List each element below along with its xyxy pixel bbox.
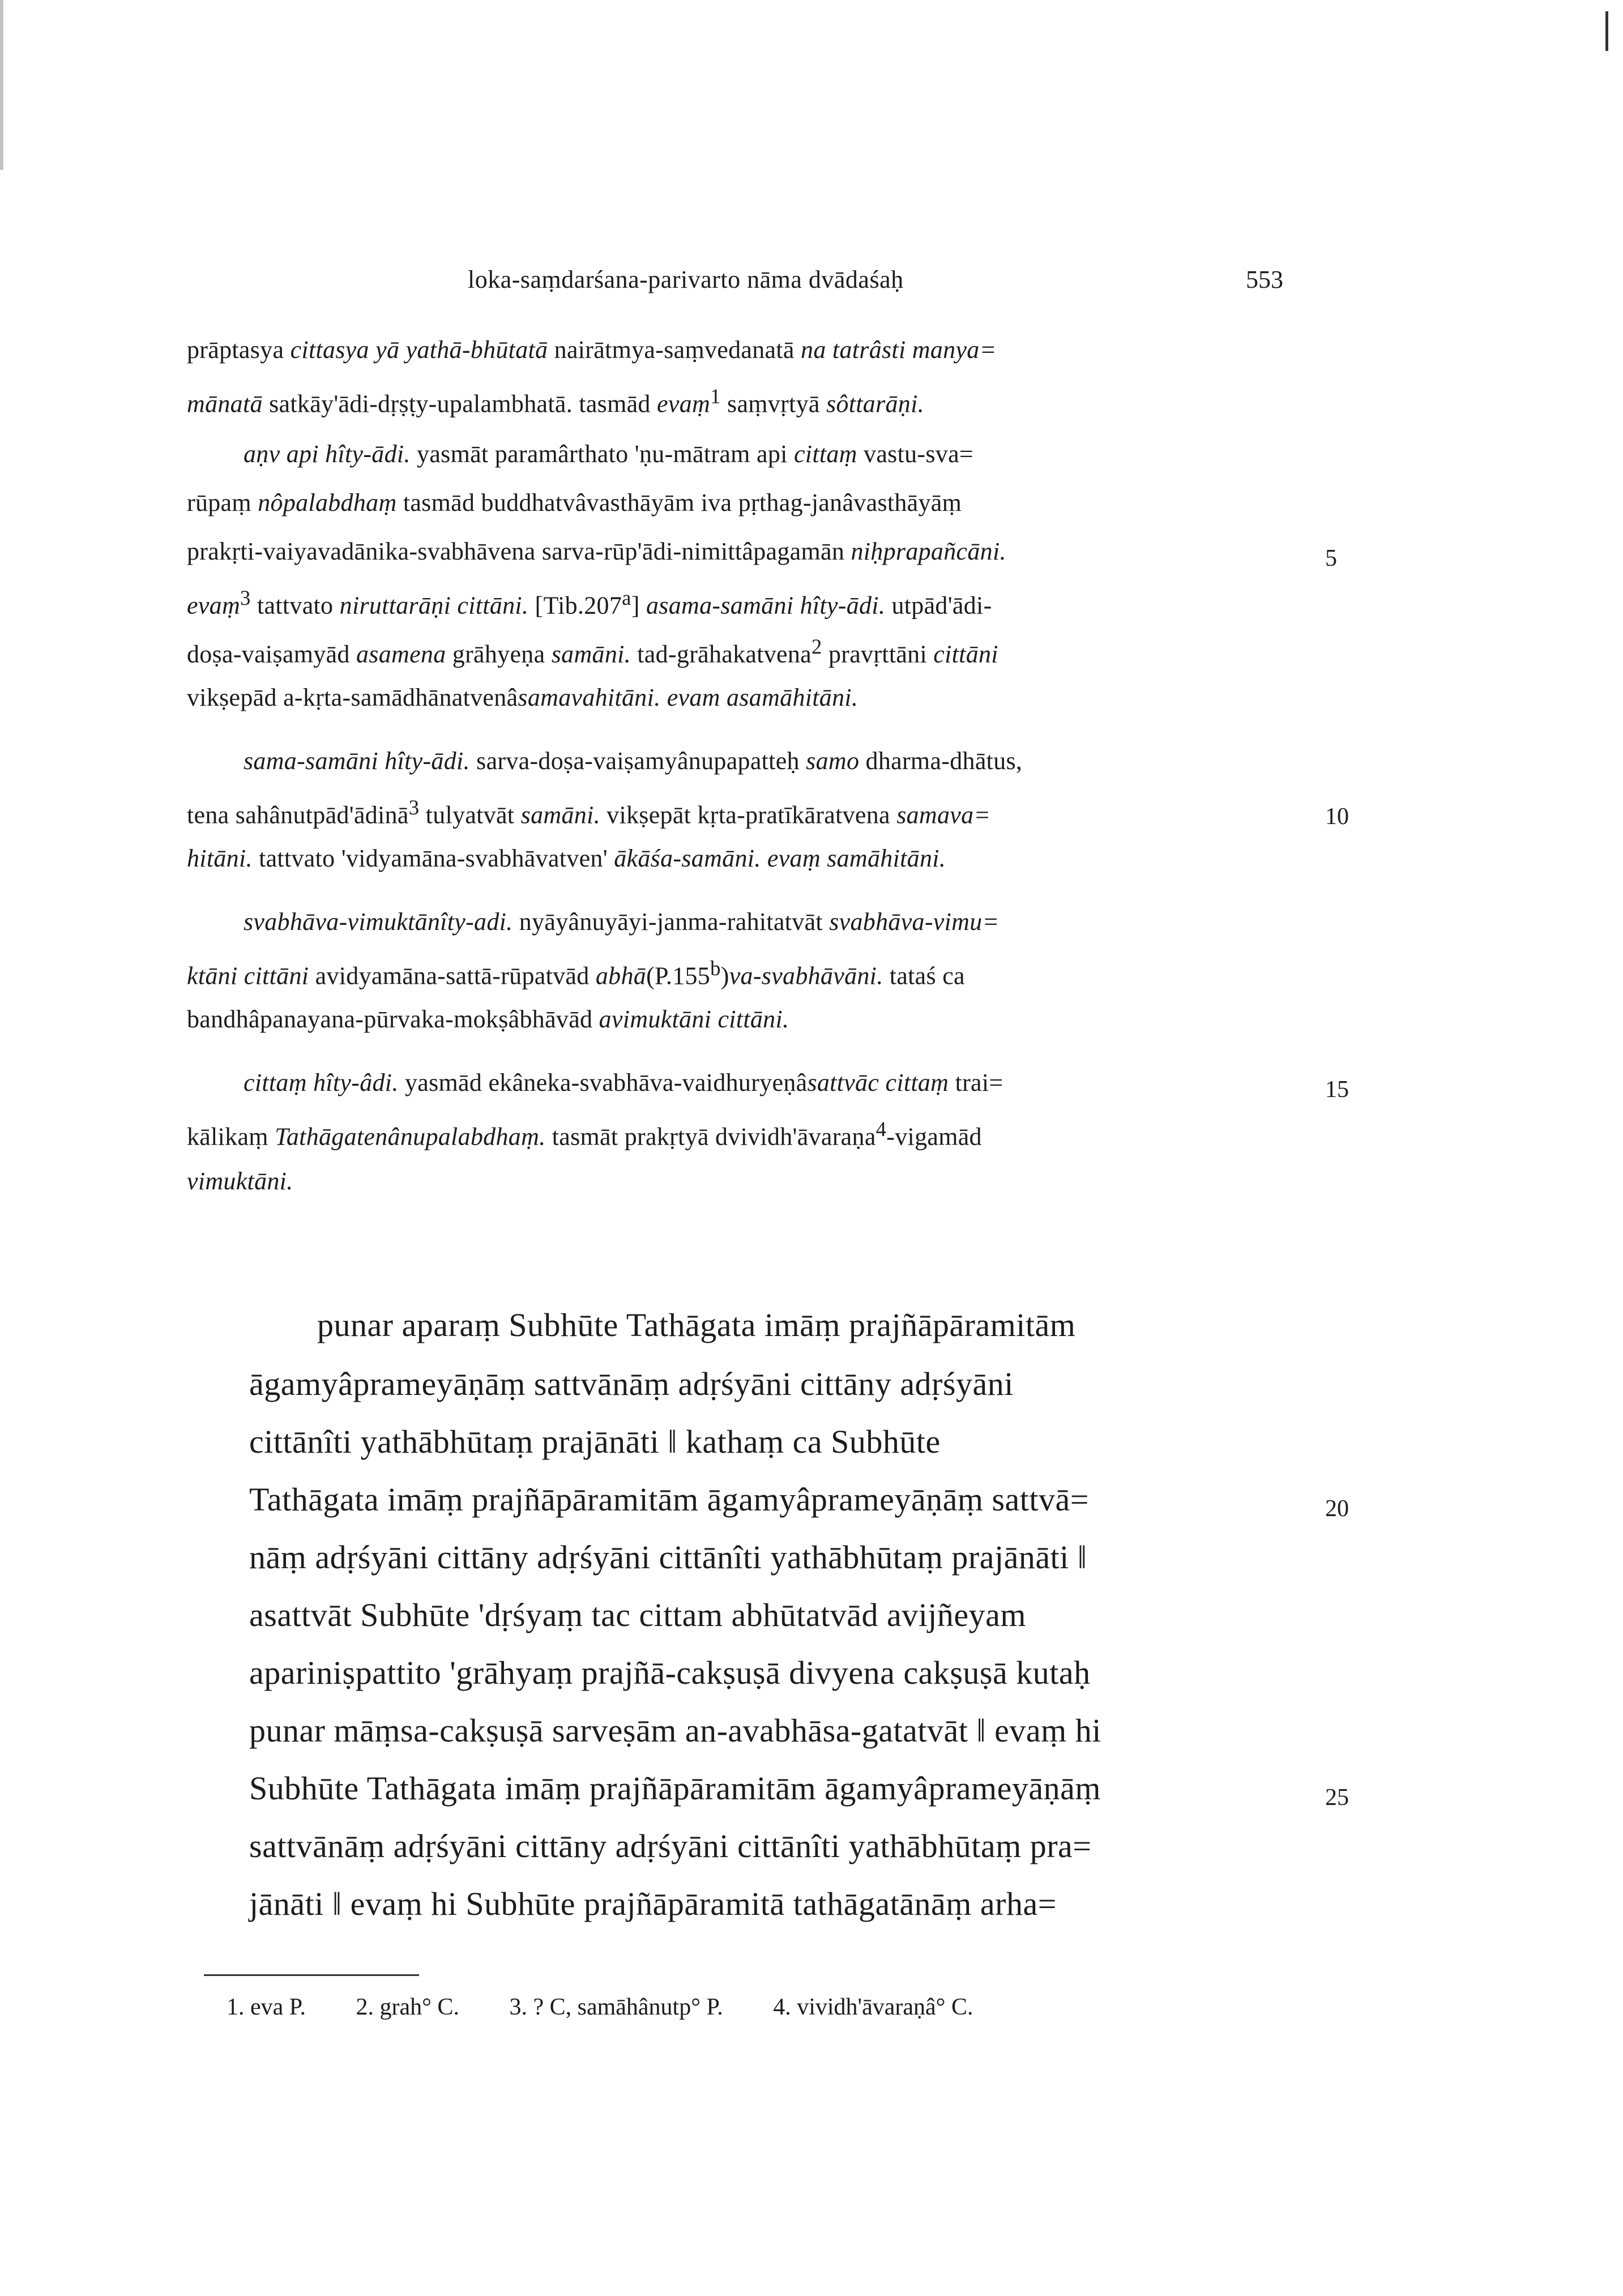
main-text-line: punar māṃsa-cakṣuṣā sarveṣām an-avabhāsa-gatatvāt ‖ evaṃ hi — [249, 1712, 1101, 1749]
commentary-line: vimuktāni. — [187, 1167, 293, 1195]
commentary-line: bandhâpanayana-pūrvaka-mokṣâbhāvād avimuktāni cittāni. — [187, 1005, 789, 1033]
main-text-line: Subhūte Tathāgata imāṃ prajñāpāramitām āgamyâprameyāṇāṃ — [249, 1770, 1101, 1807]
footnote-1: 1. eva P. — [227, 1994, 306, 2020]
footnote-rule — [204, 1974, 419, 1976]
commentary-line: svabhāva-vimuktānîty-adi. nyāyânuyāyi-janma-rahitatvāt svabhāva-vimu= — [244, 908, 1000, 936]
line-number: 25 — [1325, 1785, 1349, 1811]
main-text-line: asattvāt Subhūte 'dṛśyaṃ tac cittam abhūtatvād avijñeyam — [249, 1597, 1027, 1633]
main-text-line: sattvānāṃ adṛśyāni cittāny adṛśyāni cittānîti yathābhūtaṃ pra= — [249, 1828, 1092, 1864]
commentary-line: prāptasya cittasya yā yathā-bhūtatā nairātmya-saṃvedanatā na tatrâsti manya= — [187, 336, 997, 364]
main-text-line: āgamyâprameyāṇāṃ sattvānāṃ adṛśyāni cittāny adṛśyāni — [249, 1365, 1014, 1402]
main-text-line: Tathāgata imāṃ prajñāpāramitām āgamyâprameyāṇāṃ sattvā= — [249, 1481, 1089, 1518]
main-text-line: jānāti ‖ evaṃ hi Subhūte prajñāpāramitā tathāgatānāṃ arha= — [249, 1885, 1057, 1922]
commentary-line: rūpaṃ nôpalabdhaṃ tasmād buddhatvâvasthāyām iva pṛthag-janâvasthāyāṃ — [187, 489, 962, 517]
main-text-line: punar aparaṃ Subhūte Tathāgata imāṃ prajñāpāramitām — [317, 1307, 1076, 1343]
line-number: 20 — [1325, 1496, 1349, 1522]
footnotes — [227, 1994, 1017, 2021]
commentary-line: prakṛti-vaiyavadānika-svabhāvena sarva-rūp'ādi-nimittâpagamān niḥprapañcāni. — [187, 537, 1006, 565]
commentary-line: ktāni cittāni avidyamāna-sattā-rūpatvād abhā(P.155$^b$)va-svabhāvāni. tataś ca — [187, 957, 965, 990]
scan-edge-left — [0, 0, 3, 170]
scan-edge-right — [1605, 11, 1608, 51]
commentary-line: aṇv api hîty-ādi. yasmāt paramârthato 'ṇu-mātram api cittaṃ vastu-sva= — [244, 440, 974, 468]
commentary-line: mānatā satkāy'ādi-dṛṣṭy-upalambhatā. tasmād evaṃ$^1$ saṃvṛtyā sôttarāṇi. — [187, 385, 924, 418]
main-text-line: apariniṣpattito 'grāhyaṃ prajñā-cakṣuṣā divyena cakṣuṣā kutaḥ — [249, 1654, 1091, 1691]
line-number: 15 — [1325, 1077, 1349, 1103]
main-text-line: cittānîti yathābhūtaṃ prajānāti ‖ kathaṃ ca Subhūte — [249, 1423, 941, 1460]
commentary-line: tena sahânutpād'ādinā$^3$ tulyatvāt samāni. vikṣepāt kṛta-pratīkāratvena samava= — [187, 796, 991, 829]
footnote-2: 2. grah° C. — [356, 1994, 459, 2020]
commentary-line: hitāni. tattvato 'vidyamāna-svabhāvatven' ākāśa-samāni. evaṃ samāhitāni. — [187, 844, 946, 872]
commentary-line: kālikaṃ Tathāgatenânupalabdhaṃ. tasmāt prakṛtyā dvividh'āvaraṇa$^4$-vigamād — [187, 1117, 982, 1151]
page-number: 553 — [1246, 266, 1283, 293]
line-number: 10 — [1325, 804, 1349, 830]
commentary-line: doṣa-vaiṣamyād asamena grāhyeṇa samāni. tad-grāhakatvena$^2$ pravṛttāni cittāni — [187, 635, 998, 668]
footnote-4: 4. vividh'āvaraṇâ° C. — [773, 1994, 973, 2020]
main-text-line: nāṃ adṛśyāni cittāny adṛśyāni cittānîti yathābhūtaṃ prajānāti ‖ — [249, 1539, 1087, 1576]
footnote-3: 3. ? C, samāhânutp° P. — [509, 1994, 723, 2020]
running-header: loka-saṃdarśana-parivarto nāma dvādaśaḥ — [468, 266, 904, 293]
commentary-line: evaṃ$^3$ tattvato niruttarāṇi cittāni. [Tib.207$^a$] asama-samāni hîty-ādi. utpād'ādi- — [187, 586, 992, 620]
commentary-line: sama-samāni hîty-ādi. sarva-doṣa-vaiṣamyânupapatteḥ samo dharma-dhātus, — [244, 747, 1023, 775]
commentary-line: cittaṃ hîty-âdi. yasmād ekâneka-svabhāva-vaidhuryeṇâsattvāc cittaṃ trai= — [244, 1069, 1003, 1096]
line-number: 5 — [1325, 545, 1337, 571]
commentary-line: vikṣepād a-kṛta-samādhānatvenâsamavahitāni. evam asamāhitāni. — [187, 684, 859, 711]
